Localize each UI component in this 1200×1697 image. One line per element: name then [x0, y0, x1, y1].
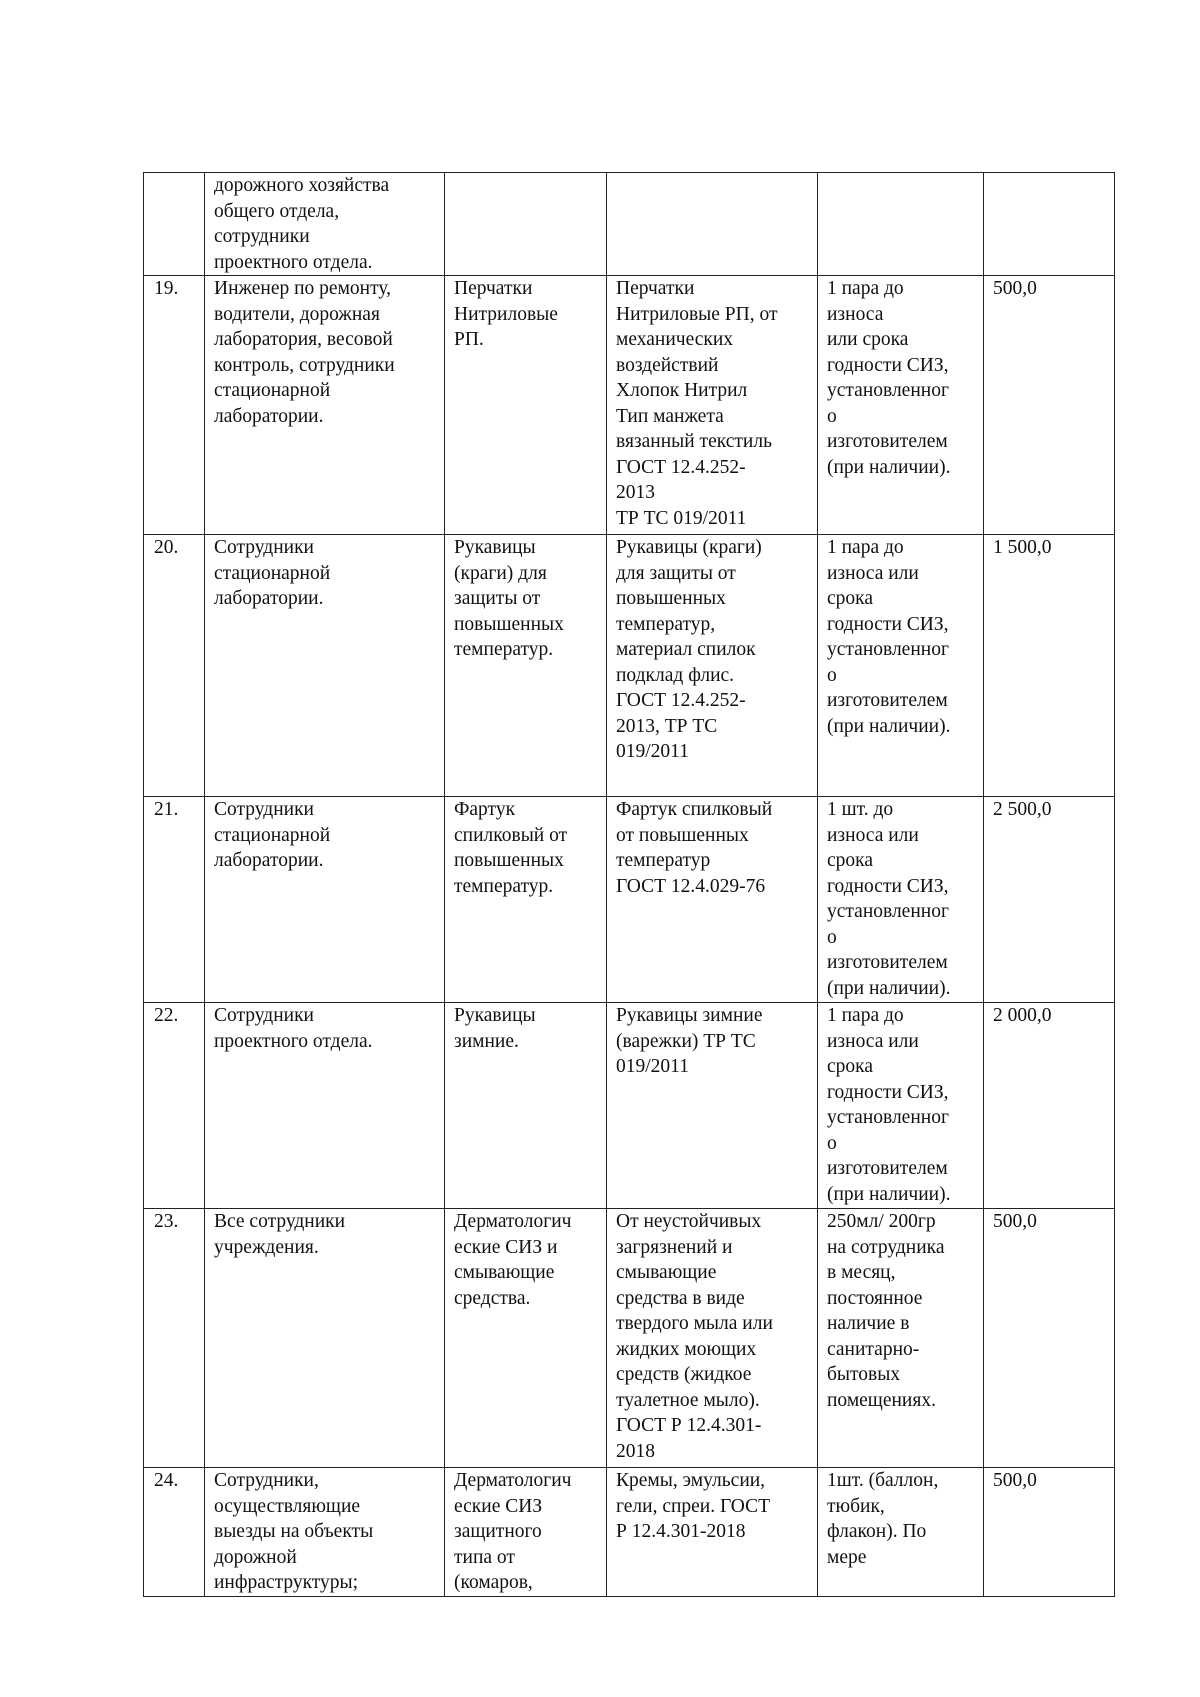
table-row	[144, 173, 1115, 276]
issue-norm-cell	[818, 1003, 984, 1209]
item-name-text: Дерматологич еские СИЗ защитного типа от (комаров,	[454, 1470, 572, 1593]
row-number: 23.	[154, 1211, 179, 1232]
employees-cell	[205, 797, 445, 1003]
employees-cell	[205, 173, 445, 276]
item-name-text: Рукавицы (краги) для защиты от повышенных температур.	[454, 537, 564, 660]
price-cell	[984, 535, 1115, 797]
price-cell	[984, 1468, 1115, 1597]
item-name-cell	[445, 276, 607, 535]
item-spec-cell	[607, 1209, 818, 1468]
item-spec-cell	[607, 535, 818, 797]
item-name-text: Дерматологич еские СИЗ и смывающие средства.	[454, 1211, 572, 1309]
item-name-text: Перчатки Нитриловые РП.	[454, 278, 558, 350]
row-number: 22.	[154, 1005, 179, 1026]
item-spec-cell	[607, 276, 818, 535]
item-name-cell	[445, 173, 607, 276]
employees-cell	[205, 535, 445, 797]
issue-norm-cell	[818, 276, 984, 535]
price-text: 500,0	[993, 1470, 1037, 1491]
item-name-cell	[445, 1209, 607, 1468]
price-cell	[984, 1209, 1115, 1468]
item-name-cell	[445, 797, 607, 1003]
row-number-cell	[144, 535, 205, 797]
issue-norm-cell	[818, 1468, 984, 1597]
table-row	[144, 1003, 1115, 1209]
row-number-cell	[144, 1468, 205, 1597]
employees-text: дорожного хозяйства общего отдела, сотрудники проектного отдела.	[214, 175, 390, 273]
issue-norm-cell	[818, 797, 984, 1003]
issue-norm-text: 250мл/ 200гр на сотрудника в месяц, постоянное наличие в санитарно- бытовых помещениях.	[827, 1211, 945, 1411]
price-text: 500,0	[993, 1211, 1037, 1232]
item-spec-text: Рукавицы (краги) для защиты от повышенных температур, материал спилок подклад флис. ГОСТ 12.4.252- 2013, ТР ТС 019/2011	[616, 537, 762, 762]
employees-text: Сотрудники стационарной лаборатории.	[214, 799, 331, 871]
employees-text: Все сотрудники учреждения.	[214, 1211, 346, 1258]
row-number: 21.	[154, 799, 179, 820]
price-cell	[984, 797, 1115, 1003]
item-spec-cell	[607, 1003, 818, 1209]
item-name-cell	[445, 535, 607, 797]
employees-cell	[205, 1468, 445, 1597]
price-text: 2 000,0	[993, 1005, 1052, 1026]
price-cell	[984, 173, 1115, 276]
employees-cell	[205, 276, 445, 535]
row-number-cell	[144, 1003, 205, 1209]
issue-norm-cell	[818, 1209, 984, 1468]
table-row	[144, 797, 1115, 1003]
item-name-text: Рукавицы зимние.	[454, 1005, 536, 1052]
issue-norm-cell	[818, 535, 984, 797]
employees-text: Сотрудники, осуществляющие выезды на объекты дорожной инфраструктуры;	[214, 1470, 374, 1593]
item-spec-cell	[607, 1468, 818, 1597]
price-text: 2 500,0	[993, 799, 1052, 820]
employees-text: Сотрудники проектного отдела.	[214, 1005, 373, 1052]
issue-norm-cell	[818, 173, 984, 276]
row-number: 19.	[154, 278, 179, 299]
row-number-cell	[144, 1209, 205, 1468]
table-row	[144, 535, 1115, 797]
issue-norm-text: 1 пара до износа или срока годности СИЗ, установленног о изготовителем (при наличии).	[827, 537, 951, 737]
table-row	[144, 1209, 1115, 1468]
employees-text: Сотрудники стационарной лаборатории.	[214, 537, 331, 609]
row-number-cell	[144, 173, 205, 276]
price-text: 500,0	[993, 278, 1037, 299]
item-name-cell	[445, 1468, 607, 1597]
item-spec-cell	[607, 173, 818, 276]
item-spec-text: Кремы, эмульсии, гели, спреи. ГОСТ Р 12.4.301-2018	[616, 1470, 771, 1542]
item-spec-text: От неустойчивых загрязнений и смывающие средства в виде твердого мыла или жидких моющих средств (жидкое туалетное мыло). ГОСТ Р 12.4.301- 2018	[616, 1211, 773, 1462]
item-spec-text: Фартук спилковый от повышенных температур ГОСТ 12.4.029-76	[616, 799, 773, 897]
issue-norm-text: 1 шт. до износа или срока годности СИЗ, установленног о изготовителем (при наличии).	[827, 799, 951, 999]
price-cell	[984, 1003, 1115, 1209]
row-number-cell	[144, 797, 205, 1003]
price-cell	[984, 276, 1115, 535]
item-name-text: Фартук спилковый от повышенных температур.	[454, 799, 568, 897]
price-text: 1 500,0	[993, 537, 1052, 558]
item-spec-cell	[607, 797, 818, 1003]
row-number: 24.	[154, 1470, 179, 1491]
item-name-cell	[445, 1003, 607, 1209]
ppe-table	[143, 172, 1115, 1597]
table-row	[144, 276, 1115, 535]
employees-text: Инженер по ремонту, водители, дорожная лаборатория, весовой контроль, сотрудники стационарной лаборатории.	[214, 278, 395, 427]
employees-cell	[205, 1209, 445, 1468]
employees-cell	[205, 1003, 445, 1209]
issue-norm-text: 1 пара до износа или срока годности СИЗ, установленног о изготовителем (при наличии).	[827, 1005, 951, 1205]
row-number: 20.	[154, 537, 179, 558]
item-spec-text: Рукавицы зимние (варежки) ТР ТС 019/2011	[616, 1005, 763, 1077]
issue-norm-text: 1 пара до износа или срока годности СИЗ, установленног о изготовителем (при наличии).	[827, 278, 951, 478]
item-spec-text: Перчатки Нитриловые РП, от механических воздействий Хлопок Нитрил Тип манжета вязанный текстиль ГОСТ 12.4.252- 2013 ТР ТС 019/2011	[616, 278, 778, 529]
issue-norm-text: 1шт. (баллон, тюбик, флакон). По мере	[827, 1470, 939, 1568]
table-row	[144, 1468, 1115, 1597]
row-number-cell	[144, 276, 205, 535]
